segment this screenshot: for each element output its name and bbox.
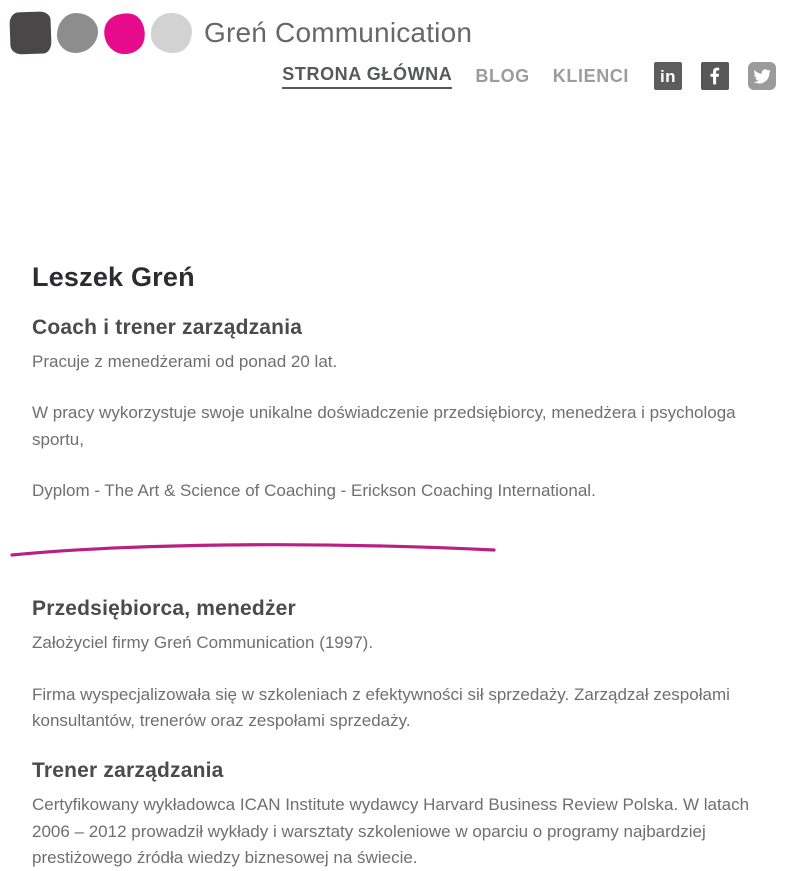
section-przedsiebiorca [32, 597, 770, 734]
main-navigation [282, 62, 776, 90]
nav-item-blog[interactable]: BLOG [475, 65, 530, 86]
paragraph: W pracy wykorzystuje swoje unikalne doświadczenie przedsiębiorcy, menedżera i psychologa sportu, [32, 403, 736, 449]
nav-item-strona-glowna[interactable]: STRONA GŁÓWNA [282, 64, 452, 89]
logo-blob-gray-icon [57, 13, 98, 53]
paragraph: Założyciel firmy Greń Communication (1997). [32, 633, 374, 653]
pink-brush-divider [6, 536, 502, 560]
facebook-icon[interactable] [701, 62, 729, 90]
logo-blob-light-icon [151, 13, 192, 53]
logo-paint-blobs [10, 12, 192, 54]
paragraph: Dyplom - The Art & Science of Coaching - Erickson Coaching International. [32, 481, 596, 501]
page-content [0, 100, 800, 871]
paragraph: Pracuje z menedżerami od ponad 20 lat. [32, 352, 338, 371]
twitter-icon[interactable] [748, 62, 776, 90]
nav-item-klienci[interactable]: KLIENCI [552, 65, 629, 86]
linkedin-icon[interactable]: in [654, 62, 682, 90]
section-trener [32, 759, 770, 871]
section-coach [32, 316, 770, 504]
logo-blob-dark-icon [9, 11, 51, 54]
site-header [0, 0, 800, 100]
section-heading-przedsiebiorca: Przedsiębiorca, menedżer [32, 597, 296, 621]
logo-blob-pink-icon [101, 9, 148, 56]
brand-name: Greń Communication [204, 17, 473, 48]
paragraph: Firma wyspecjalizowała się w szkoleniach z efektywności sił sprzedaży. Zarządzał zespołami konsultantów, trenerów oraz zespołami sprzedaży. [32, 684, 730, 731]
page-title: Leszek Greń [32, 262, 195, 292]
section-heading-trener: Trener zarządzania [32, 759, 224, 783]
social-links [654, 62, 776, 90]
site-logo[interactable] [10, 12, 472, 54]
paragraph: Certyfikowany wykładowca ICAN Institute wydawcy Harvard Business Review Polska. W latach 2006 – 2012 prowadził wykłady i warsztaty szkoleniowe w oparciu o programy najbardziej prestiżowego źródła wiedzy biznesowej na świecie. [32, 795, 750, 868]
section-heading-coach: Coach i trener zarządzania [32, 316, 303, 339]
